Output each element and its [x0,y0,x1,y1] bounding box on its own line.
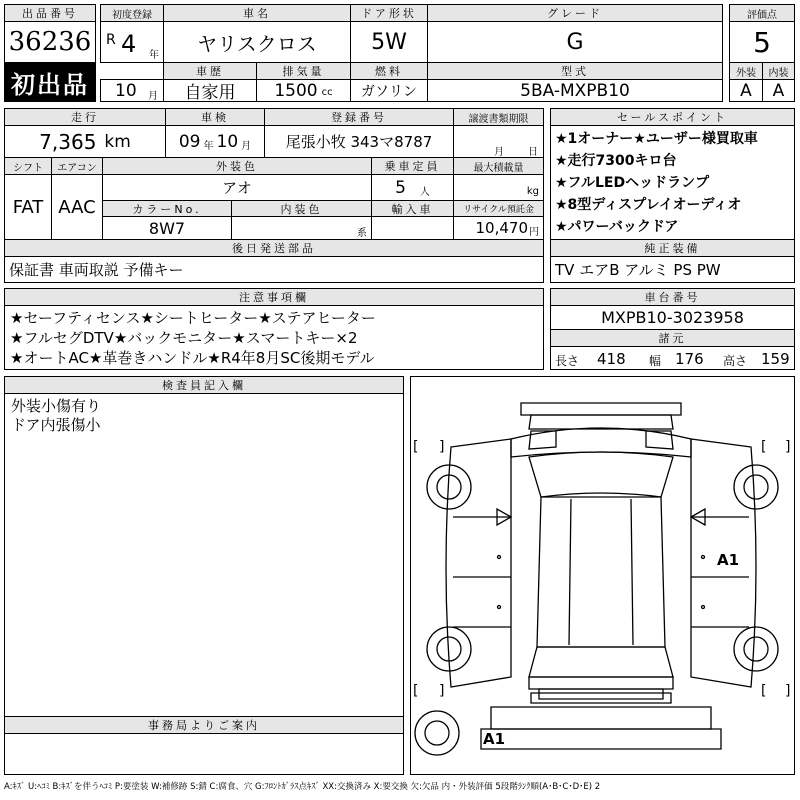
sales-points-label: セールスポイント [616,111,728,124]
office-notes [4,733,404,775]
inspection-year: 09 [178,131,201,152]
rear-window-shape [529,647,673,677]
reg-month-cell [100,79,164,102]
door-label: ドア形状 [361,7,417,20]
inspector-header [4,376,404,394]
door-header [350,4,428,22]
score-header [729,4,795,22]
roof-shape [537,497,665,647]
displacement-cell [256,79,351,102]
sales-point-item: ★パワーバックドア [555,219,679,235]
notes-list [4,305,544,370]
transfer-label: 譲渡書類期限 [468,113,529,125]
later-parts-cell [4,256,544,283]
ext-color-cell [102,174,372,201]
reg-year-cell [100,21,164,63]
recycle-label: リサイクル預託金 [463,205,534,215]
left-side-shape [446,439,511,687]
car-name-cell [163,21,351,63]
inspector-label: 検査員記入欄 [162,379,246,392]
capacity-header [371,157,454,175]
fuel-label: 燃料 [375,65,403,78]
exterior-score: A [740,80,752,101]
shift-label: シフト [13,162,43,174]
color-no-label: カラーNo. [132,202,202,216]
import-header [371,200,454,217]
ext-color-label: 外装色 [216,160,258,173]
mileage: 7,365 [39,129,97,154]
later-parts-label: 後日発送部品 [232,242,316,255]
plate-header [264,108,454,126]
wheel-front-right-shape [734,465,778,509]
interior-score: A [772,80,785,101]
note-item: ★フルセグDTV★バックモニター★スマートキー×2 [10,329,358,347]
equipment-label: 純正装備 [644,242,701,255]
left-bracket-bottom-right: [ [761,683,767,699]
int-color-cell [231,216,372,240]
model-label: 型式 [561,65,589,78]
history-header [163,62,257,80]
int-color-header [231,200,372,217]
grade-cell [427,21,723,63]
plate: 尾張小牧 343マ8787 [285,133,433,151]
interior-score-header [762,62,795,80]
inspection-cell [165,125,265,158]
right-bracket-bottom: ] [439,683,445,699]
model-header [427,62,723,80]
car-name: ヤリスクロス [197,31,317,56]
lot-number: 36236 [8,27,92,57]
exterior-score-label: 外装 [736,67,756,79]
sales-points-list [550,125,795,240]
aircon: AAC [58,196,96,218]
displacement-label: 排気量 [282,65,325,78]
reg-year-header [100,4,164,22]
capacity-unit: 人 [419,187,430,198]
left-bracket-top: [ [413,439,419,455]
shift: FAT [12,196,44,218]
model: 5BA-MXPB10 [520,80,630,101]
door: 5W [371,29,407,55]
transfer-cell [453,125,544,158]
fuel: ガソリン [361,83,417,100]
chassis-cell [550,305,795,330]
capacity-cell [371,174,454,201]
recycle-cell [453,216,544,240]
first-listing-text: 初出品 [11,70,89,99]
equipment-header [550,239,795,257]
plate-cell [264,125,454,158]
door-cell [350,21,428,63]
right-bracket-bottom-right: ] [785,683,791,699]
reg-year: 4 [121,30,137,58]
chassis-header [550,288,795,306]
shift-cell [4,174,52,240]
office-label: 事務局よりご案内 [148,719,260,732]
left-bracket-bottom: [ [413,683,419,699]
era: R [106,32,116,48]
recycle-unit: 円 [529,226,539,238]
score-cell [729,21,795,63]
dimensions-cell [550,346,795,370]
score-label: 評価点 [747,9,777,21]
chassis-number: MXPB10-3023958 [601,308,744,327]
score: 5 [753,25,771,59]
right-bracket-top-right: ] [785,439,791,455]
grade-label: グレード [547,7,603,20]
office-header [4,716,404,734]
mileage-label: 走行 [71,111,99,124]
mileage-unit: km [104,131,131,152]
model-cell [427,79,723,102]
inspector-notes [4,393,404,717]
capacity: 5 [395,177,406,198]
aircon-cell [51,174,103,240]
displacement-unit: cc [321,87,333,98]
mileage-header [4,108,166,126]
lot-number-header [4,4,96,22]
reg-year-label: 初度登録 [112,9,152,21]
transfer-day-unit: 日 [528,147,538,158]
fuel-header [350,62,428,80]
int-color-label: 内装色 [280,202,323,216]
width: 176 [675,350,704,368]
legend: A:ｷｽﾞ U:ﾍｺﾐ B:ｷｽﾞを伴うﾍｺﾐ P:要塗装 W:補修跡 S:錆 C:腐食、穴 G:ﾌﾛﾝﾄｶﾞﾗｽ点ｷｽﾞ XX:交換済み X:要交換 欠:欠品 内・外装評価 5段階ﾗﾝｸ順(A･B･C･D･E) 2 [4,782,601,792]
capacity-label: 乗車定員 [384,160,441,173]
car-name-header [163,4,351,22]
windshield-shape [529,452,673,497]
sales-points-header [550,108,795,126]
damage-mark-door: A1 [717,551,740,569]
transfer-header [453,108,544,126]
year-unit: 年 [149,50,159,61]
max-load-header [453,157,544,175]
car-name-label: 車名 [243,7,271,20]
notes-header [4,288,544,306]
equipment-cell [550,256,795,283]
transfer-month-unit: 月 [494,147,504,158]
max-load-cell [453,174,544,201]
max-load-label: 最大積載量 [473,162,524,174]
sales-point-item: ★1オーナー★ユーザー様買取車 [555,131,758,147]
fuel-cell [350,79,428,102]
rear-bumper-shape [539,689,663,699]
reg-month: 10 [115,81,137,101]
ext-color: アオ [222,179,252,197]
color-no-header [102,200,232,217]
inspection-year-unit: 年 [203,141,214,152]
car-diagram [411,377,794,774]
later-parts-header [4,239,544,257]
lot-number-label: 出品番号 [22,7,78,20]
spare-wheel-shape [415,711,459,755]
car-diagram-panel [410,376,795,775]
shift-header [4,157,52,175]
length: 418 [597,350,626,368]
height: 159 [761,350,790,368]
inspection-header [165,108,265,126]
sales-point-item: ★走行7300キロ台 [555,153,677,169]
ext-color-header [102,157,372,175]
mileage-cell [4,125,166,158]
first-listing-badge [4,62,96,102]
max-load-unit: kg [526,186,539,197]
inspection-label: 車検 [201,111,229,124]
wheel-rear-right-shape [734,627,778,671]
sales-point-item: ★8型ディスプレイオーディオ [555,197,742,213]
right-bracket-top: ] [439,439,445,455]
displacement: 1500 [274,80,318,101]
equipment: TV エアB アルミ PS PW [555,261,721,279]
aircon-header [51,157,103,175]
import-label: 輸入車 [391,202,434,216]
history: 自家用 [184,83,236,102]
height-label: 高さ [723,354,748,368]
exterior-score-cell [729,79,763,102]
note-item: ★セーフティセンス★シートヒーター★ステアヒーター [10,309,376,327]
notes-label: 注意事項欄 [239,291,309,304]
note-item: ★オートAC★革巻きハンドル★R4年8月SC後期モデル [10,349,375,367]
rear-view-shape [491,707,711,729]
width-label: 幅 [649,354,662,368]
interior-score-cell [762,79,795,102]
interior-score-label: 内装 [768,67,789,79]
recycle-header [453,200,544,217]
color-no-cell [102,216,232,240]
plate-label: 登録番号 [331,111,387,124]
sales-point-item: ★フルLEDヘッドランプ [555,175,710,191]
exterior-score-header [729,62,763,80]
grade: G [566,29,584,55]
lot-number-cell [4,21,96,63]
dimensions-label: 諸元 [658,332,687,345]
displacement-header [256,62,351,80]
left-bracket-top-right: [ [761,439,767,455]
inspection-month-unit: 月 [241,141,252,152]
import-cell [371,216,454,240]
inspector-line: 外装小傷有り [11,397,102,415]
color-no: 8W7 [148,218,186,238]
front-bumper-shape [521,403,681,415]
month-unit: 月 [148,91,158,102]
aircon-label: エアコン [57,162,97,174]
length-label: 長さ [555,354,580,368]
recycle: 10,470 [475,219,528,237]
grade-header [427,4,723,22]
dimensions-header [550,329,795,347]
history-label: 車歴 [196,65,224,78]
int-color-unit: 系 [357,227,367,239]
chassis-label: 車台番号 [644,291,701,304]
later-parts: 保証書 車両取説 予備キー [9,261,184,279]
history-cell [163,79,257,102]
damage-mark-rear: A1 [483,730,506,748]
inspection-month: 10 [216,131,239,152]
inspector-line: ドア内張傷小 [11,416,101,434]
